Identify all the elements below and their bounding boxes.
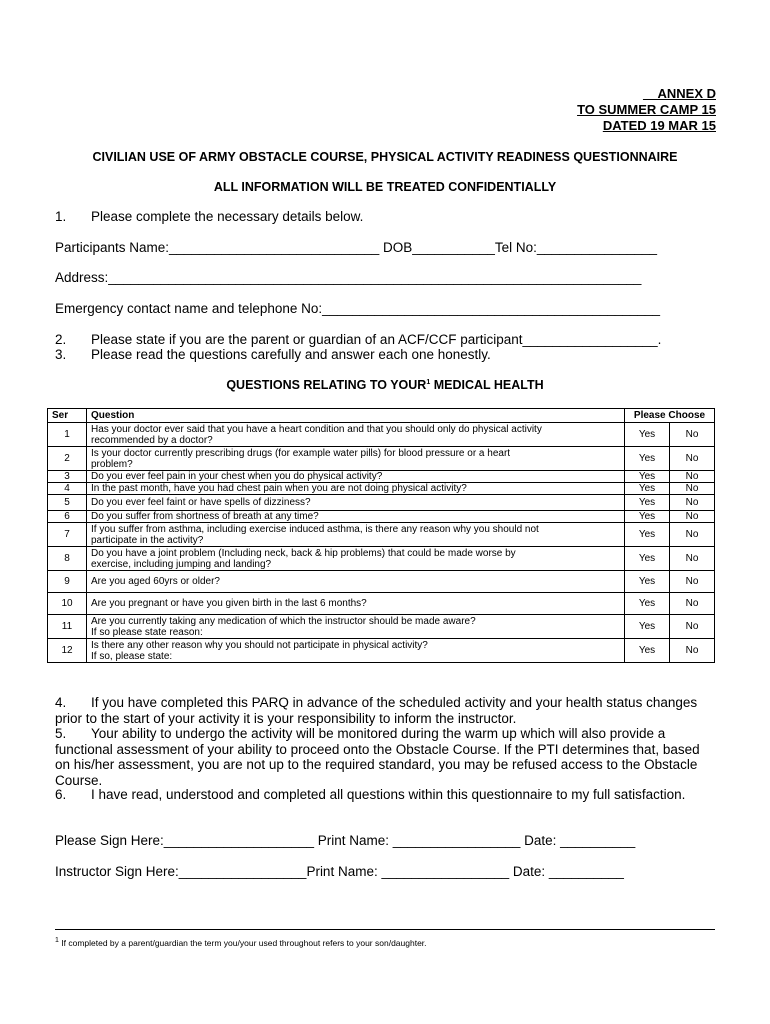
question-line-1: Do you ever feel pain in your chest when you do physical activity? [91, 471, 383, 482]
questions-heading [0, 378, 770, 392]
answer-no-option[interactable]: No [670, 511, 715, 523]
table-row [48, 615, 715, 639]
header-ser: Ser [48, 409, 87, 423]
question-line-1: Are you pregnant or have you given birth in the last 6 months? [91, 598, 367, 609]
questions-heading-before: QUESTIONS RELATING TO YOUR [226, 378, 427, 392]
question-line-2: exercise, including jumping and landing? [91, 558, 272, 570]
footnote [55, 937, 427, 948]
item-6-num: 6. [55, 787, 67, 802]
row-ser: 2 [48, 447, 87, 471]
question-line-1: Do you suffer from shortness of breath at any time? [91, 511, 319, 522]
item-1 [55, 209, 363, 224]
row-ser: 12 [48, 639, 87, 663]
questions-heading-footnote-ref: 1 [426, 378, 431, 386]
answer-yes-option[interactable]: Yes [625, 447, 670, 471]
row-question [87, 471, 625, 483]
footnote-divider [55, 929, 715, 930]
question-line-2: problem? [91, 458, 133, 470]
answer-no-option[interactable]: No [670, 447, 715, 471]
annex-header [577, 86, 716, 134]
confidential-notice: ALL INFORMATION WILL BE TREATED CONFIDENTIALLY [213, 180, 557, 194]
table-row [48, 593, 715, 615]
item-4-text: If you have completed this PARQ in advance of the scheduled activity and your health status changes prior to the start of your activity it is your responsibility to inform the instructor. [55, 695, 698, 726]
answer-yes-option[interactable]: Yes [625, 571, 670, 593]
item-2-text: Please state if you are the parent or guardian of an ACF/CCF participant__________________. [91, 332, 662, 347]
item-4 [55, 695, 717, 726]
annex-line-2: TO SUMMER CAMP 15 [577, 102, 716, 117]
row-question [87, 495, 625, 511]
answer-yes-option[interactable]: Yes [625, 483, 670, 495]
answer-no-option[interactable]: No [670, 571, 715, 593]
row-question [87, 615, 625, 639]
question-line-2: participate in the activity? [91, 534, 204, 546]
item-6-text: I have read, understood and completed all questions within this questionnaire to my full satisfaction. [91, 787, 686, 802]
table-row [48, 495, 715, 511]
item-3-text: Please read the questions carefully and answer each one honestly. [91, 347, 491, 362]
answer-no-option[interactable]: No [670, 495, 715, 511]
item-5-text: Your ability to undergo the activity will be monitored during the warm up which will also provide a functional assessment of your ability to proceed onto the Obstacle Course. If the PTI determines that, based on his/her assessment, you are not up to the required standard, you may be refused access to the Obstacle Course. [55, 726, 700, 788]
question-line-1: Are you currently taking any medication of which the instructor should be made aware? [91, 615, 476, 627]
item-2-num: 2. [55, 332, 67, 347]
answer-no-option[interactable]: No [670, 593, 715, 615]
row-ser: 4 [48, 483, 87, 495]
row-ser: 6 [48, 511, 87, 523]
question-line-1: Do you have a joint problem (Including neck, back & hip problems) that could be made worse by [91, 547, 516, 559]
document-title: CIVILIAN USE OF ARMY OBSTACLE COURSE, PHYSICAL ACTIVITY READINESS QUESTIONNAIRE [92, 150, 678, 164]
table-row [48, 547, 715, 571]
row-ser: 9 [48, 571, 87, 593]
emergency-contact-field[interactable]: Emergency contact name and telephone No:_____________________________________________ [55, 301, 661, 316]
item-5 [55, 726, 717, 788]
question-line-1: Do you ever feel faint or have spells of dizziness? [91, 497, 311, 508]
answer-no-option[interactable]: No [670, 523, 715, 547]
answer-yes-option[interactable]: Yes [625, 593, 670, 615]
row-question [87, 547, 625, 571]
question-line-2: If so, please state: [91, 650, 173, 662]
question-line-1: In the past month, have you had chest pain when you are not doing physical activity? [91, 483, 467, 494]
answer-no-option[interactable]: No [670, 615, 715, 639]
footnote-marker: 1 [55, 937, 59, 944]
row-question [87, 447, 625, 471]
item-4-num: 4. [55, 695, 67, 710]
answer-yes-option[interactable]: Yes [625, 495, 670, 511]
table-row [48, 483, 715, 495]
table-header-row [48, 409, 715, 423]
answer-yes-option[interactable]: Yes [625, 639, 670, 663]
item-2 [55, 332, 661, 347]
answer-yes-option[interactable]: Yes [625, 523, 670, 547]
row-ser: 10 [48, 593, 87, 615]
answer-no-option[interactable]: No [670, 639, 715, 663]
question-line-1: Are you aged 60yrs or older? [91, 576, 220, 587]
answer-yes-option[interactable]: Yes [625, 615, 670, 639]
annex-line-1: __ANNEX D [643, 86, 716, 101]
participant-signature-line[interactable]: Please Sign Here:____________________ Print Name: _________________ Date: __________ [55, 833, 636, 848]
row-question [87, 523, 625, 547]
item-3 [55, 347, 491, 362]
item-1-num: 1. [55, 209, 67, 224]
table-row [48, 511, 715, 523]
answer-no-option[interactable]: No [670, 471, 715, 483]
row-question [87, 571, 625, 593]
item-6 [55, 787, 717, 803]
row-ser: 7 [48, 523, 87, 547]
questions-heading-after: MEDICAL HEALTH [430, 378, 544, 392]
participant-details-field[interactable]: Participants Name:____________________________ DOB___________Tel No:________________ [55, 240, 658, 255]
question-line-1: If you suffer from asthma, including exercise induced asthma, is there any reason why you should not [91, 523, 539, 535]
row-ser: 11 [48, 615, 87, 639]
row-question [87, 593, 625, 615]
row-ser: 3 [48, 471, 87, 483]
item-3-num: 3. [55, 347, 67, 362]
annex-line-3: DATED 19 MAR 15 [602, 118, 716, 133]
item-5-num: 5. [55, 726, 67, 741]
address-field[interactable]: Address:_______________________________________________________________________ [55, 270, 642, 285]
question-line-2: recommended by a doctor? [91, 434, 213, 446]
answer-yes-option[interactable]: Yes [625, 511, 670, 523]
row-ser: 8 [48, 547, 87, 571]
row-question [87, 483, 625, 495]
row-question [87, 639, 625, 663]
table-row [48, 471, 715, 483]
question-line-1: Has your doctor ever said that you have a heart condition and that you should only do physical activity [91, 423, 542, 435]
questions-body [48, 423, 715, 663]
item-1-text: Please complete the necessary details below. [91, 209, 364, 224]
row-question [87, 511, 625, 523]
table-row [48, 571, 715, 593]
instructor-signature-line[interactable]: Instructor Sign Here:_________________Print Name: _________________ Date: __________ [55, 864, 624, 879]
question-line-1: Is your doctor currently prescribing drugs (for example water pills) for blood pressure or a heart [91, 447, 511, 459]
table-row [48, 639, 715, 663]
header-question: Question [87, 409, 625, 423]
answer-no-option[interactable]: No [670, 547, 715, 571]
table-row [48, 523, 715, 547]
table-row [48, 447, 715, 471]
header-please-choose: Please Choose [625, 409, 715, 423]
questions-table [47, 408, 715, 663]
answer-no-option[interactable]: No [670, 483, 715, 495]
table-row [48, 423, 715, 447]
answer-yes-option[interactable]: Yes [625, 423, 670, 447]
footnote-text: If completed by a parent/guardian the term you/your used throughout refers to your son/daughter. [58, 937, 427, 948]
question-line-2: If so please state reason: [91, 626, 203, 638]
question-line-1: Is there any other reason why you should not participate in physical activity? [91, 639, 428, 651]
row-ser: 1 [48, 423, 87, 447]
answer-no-option[interactable]: No [670, 423, 715, 447]
answer-yes-option[interactable]: Yes [625, 547, 670, 571]
row-ser: 5 [48, 495, 87, 511]
answer-yes-option[interactable]: Yes [625, 471, 670, 483]
row-question [87, 423, 625, 447]
